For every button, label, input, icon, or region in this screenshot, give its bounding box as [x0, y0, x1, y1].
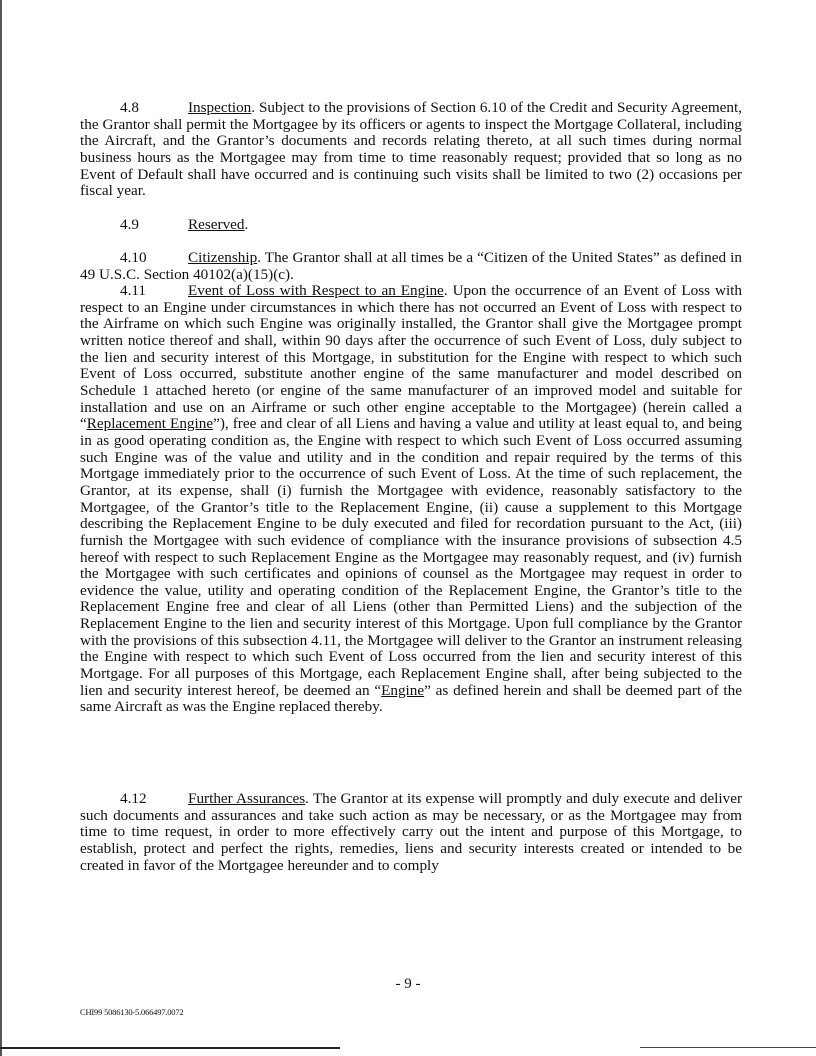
- bottom-rule: [640, 1047, 816, 1048]
- section-number: 4.9: [120, 216, 139, 233]
- section-4-9: [80, 217, 742, 234]
- section-title: Event of Loss with Respect to an Engine: [188, 282, 444, 299]
- section-4-11: [80, 283, 742, 716]
- section-number: 4.12: [120, 790, 147, 807]
- bottom-rule: [0, 1047, 340, 1049]
- section-text: . Subject to the provisions of Section 6.10 of the Credit and Security Agreement, the Grantor shall permit the Mortgagee by its officers or agents to inspect the Mortgage Collateral, including the Aircraft, and the Grantor’s documents and records relating thereto, at all such times during normal business hours as the Mortgagee may from time to time reasonably request; provided that so long as no Event of Default shall have occurred and is continuing such visits shall be limited to two (2) occasions per fiscal year.: [80, 99, 742, 200]
- section-text: ” as defined herein and shall be deemed part of the same Aircraft as was the Engine replaced thereby.: [80, 681, 742, 716]
- page-number: - 9 -: [395, 976, 421, 992]
- section-text: .: [244, 216, 249, 233]
- defined-term: Replacement Engine: [86, 415, 214, 433]
- section-4-8: [80, 100, 742, 200]
- section-number: 4.11: [120, 282, 147, 299]
- section-4-12: [80, 791, 742, 874]
- section-title: Further Assurances: [188, 790, 306, 807]
- section-text: . Upon the occurrence of an Event of Loss with respect to an Engine under circumstances in which there has not occurred an Event of Loss with respect to the Airframe on which such Engine was originally installed, the Grantor shall give the Mortgagee prompt written notice thereof and shall, within 90 days after the occurrence of such Event of Loss, duly subject to the lien and security interest of this Mortgage, in substitution for the Engine with respect to which such Event of Loss occurred, substitute another engine of the same manufacturer and model described on Schedule 1 attached hereto (or engine of the same manufacturer of an improved model and suitable for installation and use on an Airframe or such other engine acceptable to the Mortgagee) (herein called a “: [80, 282, 742, 433]
- page-left-edge: [0, 0, 2, 1056]
- section-text: . The Grantor at its expense will promptly and duly execute and deliver such documents and assurances and take such action as may be necessary, or as the Mortgagee may from time to time request, in order to more effectively carry out the intent and purpose of this Mortgage, to establish, protect and perfect the rights, remedies, liens and security interests created or intended to be created in favor of the Mortgagee hereunder and to comply: [80, 790, 742, 874]
- section-4-10: [80, 250, 742, 283]
- section-title: Citizenship: [188, 249, 258, 266]
- section-text: . The Grantor shall at all times be a “Citizen of the United States” as defined in 49 U.S.C. Section 40102(a)(15)(c).: [80, 249, 742, 283]
- document-id: CHI99 5086130-5.066497.0072: [80, 1007, 184, 1017]
- defined-term: Engine: [381, 681, 425, 699]
- section-title: Inspection: [188, 99, 252, 116]
- section-title: Reserved: [188, 216, 245, 233]
- section-text: ”), free and clear of all Liens and having a value and utility at least equal to, and being in as good operating condition as, the Engine with respect to which such Event of Loss occurred assuming such Engine was of the value and utility and in the condition and repair required by the terms of this Mortgage immediately prior to the occurrence of such Event of Loss. At the time of such replacement, the Grantor, at its expense, shall (i) furnish the Mortgagee with evidence, reasonably satisfactory to the Mortgagee, of the Grantor’s title to the Replacement Engine, (ii) cause a supplement to this Mortgage describing the Replacement Engine to be duly executed and filed for recordation pursuant to the Act, (iii) furnish the Mortgagee with such evidence of compliance with the insurance provisions of subsection 4.5 hereof with respect to such Replacement Engine as the Mortgagee may reasonably request, and (iv) furnish the Mortgagee with such certificates and opinions of counsel as the Mortgagee may request in order to evidence the value, utility and operating condition of the Replacement Engine, the Grantor’s title to the Replacement Engine free and clear of all Liens (other than Permitted Liens) and the subjection of the Replacement Engine to the lien and security interest of this Mortgage. Upon full compliance by the Grantor with the provisions of this subsection 4.11, the Mortgagee will deliver to the Grantor an instrument releasing the Engine with respect to which such Event of Loss occurred from the lien and security interest of this Mortgage. For all purposes of this Mortgage, each Replacement Engine shall, after being subjected to the lien and security interest hereof, be deemed an “: [80, 415, 743, 699]
- section-number: 4.10: [120, 249, 147, 266]
- section-number: 4.8: [120, 99, 139, 116]
